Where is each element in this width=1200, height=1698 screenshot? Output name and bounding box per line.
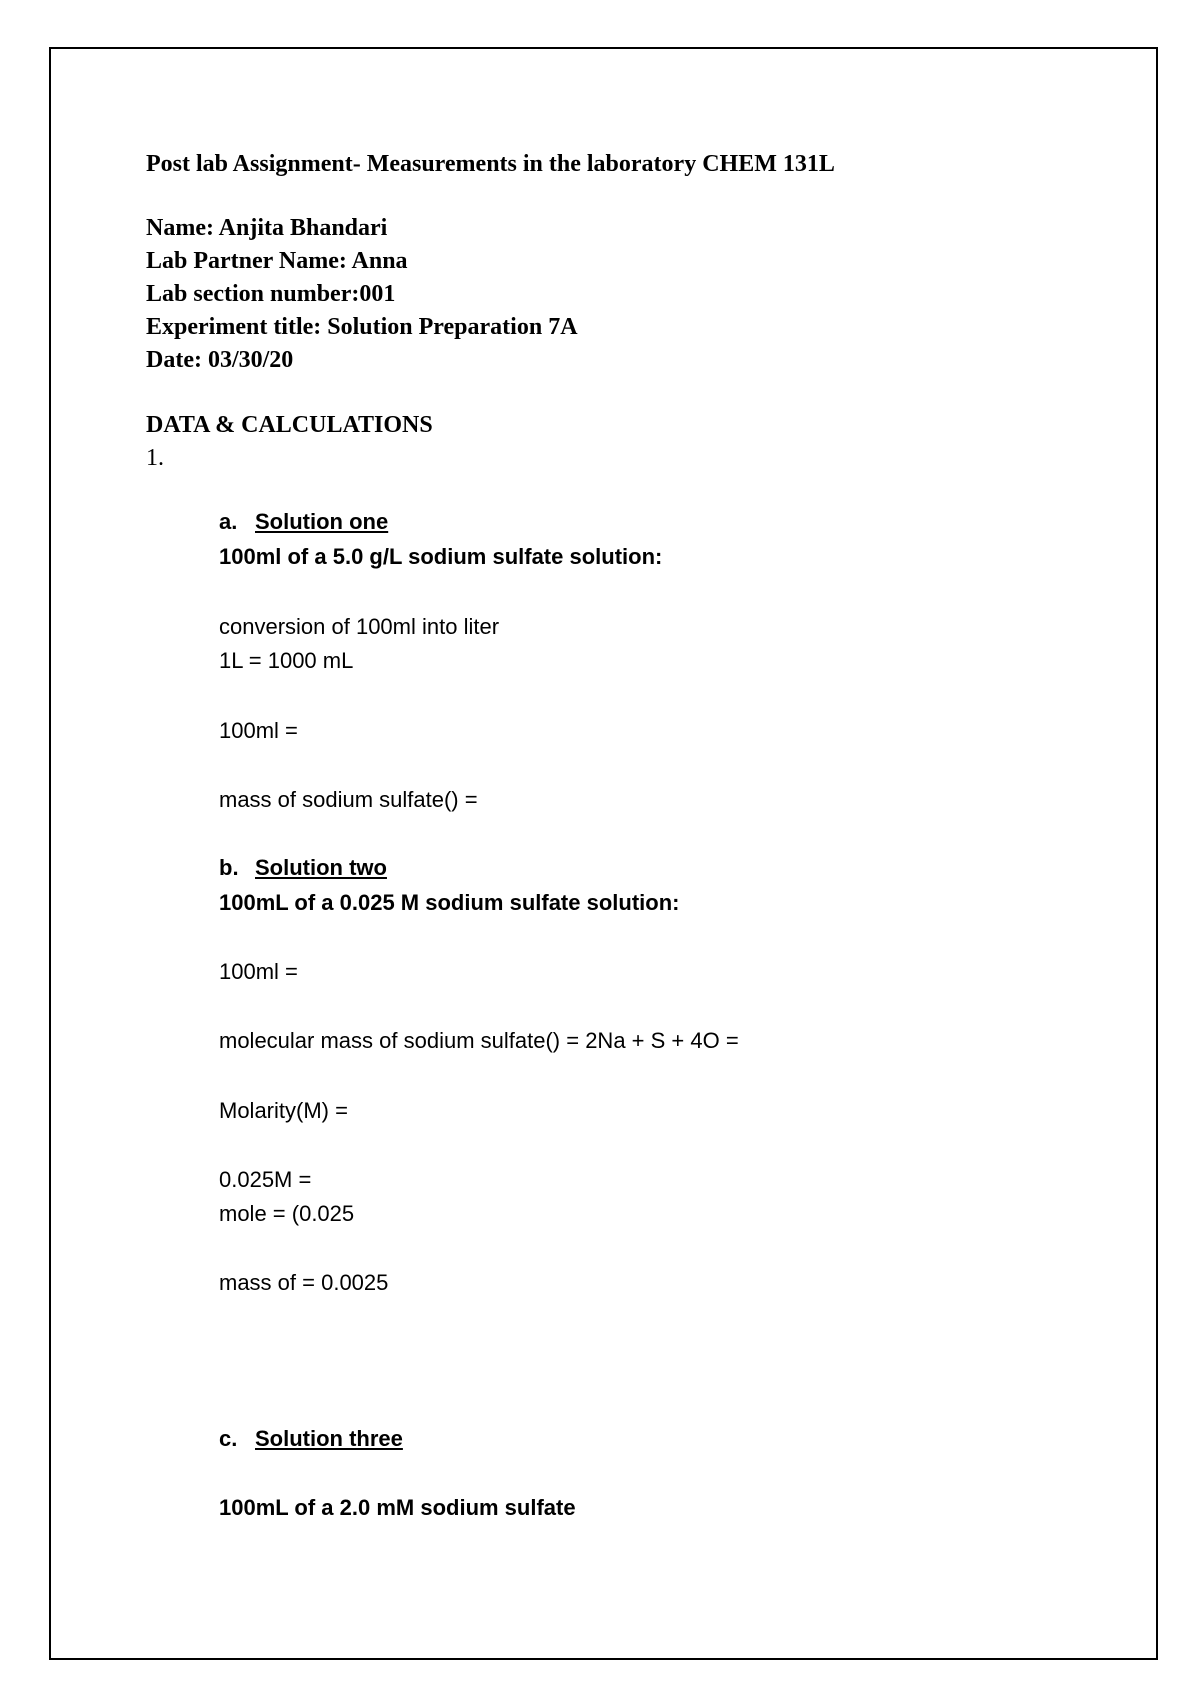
solution-b-title: Solution two (255, 855, 387, 880)
solution-c-title: Solution three (255, 1426, 403, 1451)
solution-a-line-1: conversion of 100ml into liter (219, 614, 500, 639)
solution-b-line-3: Molarity(M) = (219, 1098, 348, 1123)
solution-b-line-6: mass of = 0.0025 (219, 1270, 389, 1295)
experiment-title: Experiment title: Solution Preparation 7A (146, 314, 578, 340)
solution-b-line-2: molecular mass of sodium sulfate() = 2Na + S + 4O = (219, 1028, 739, 1053)
solution-b-description: 100mL of a 0.025 M sodium sulfate solution: (219, 890, 680, 915)
data-calculations-heading: DATA & CALCULATIONS (146, 412, 433, 438)
student-name: Name: Anjita Bhandari (146, 215, 388, 241)
solution-b-heading (219, 851, 387, 884)
solution-b-line-4: 0.025M = (219, 1167, 312, 1192)
solution-a-description: 100ml of a 5.0 g/L sodium sulfate solution: (219, 544, 663, 569)
solution-b-letter: b. (219, 855, 239, 880)
solution-a-heading (219, 505, 388, 538)
solution-a-letter: a. (219, 509, 238, 534)
document-title: Post lab Assignment- Measurements in the laboratory CHEM 131L (146, 151, 835, 177)
solution-c-heading (219, 1422, 403, 1455)
lab-section-number: Lab section number:001 (146, 281, 396, 307)
question-number: 1. (146, 445, 164, 471)
solution-c-description: 100mL of a 2.0 mM sodium sulfate (219, 1495, 576, 1520)
solution-a-title: Solution one (255, 509, 389, 534)
solution-c-letter: c. (219, 1426, 238, 1451)
solution-a-line-2: 1L = 1000 mL (219, 648, 354, 673)
solution-b-line-5: mole = (0.025 (219, 1201, 355, 1226)
lab-partner-name: Lab Partner Name: Anna (146, 248, 408, 274)
date: Date: 03/30/20 (146, 347, 294, 373)
solution-a-line-3: 100ml = (219, 718, 298, 743)
solution-a-line-4: mass of sodium sulfate() = (219, 787, 478, 812)
solution-b-line-1: 100ml = (219, 959, 298, 984)
